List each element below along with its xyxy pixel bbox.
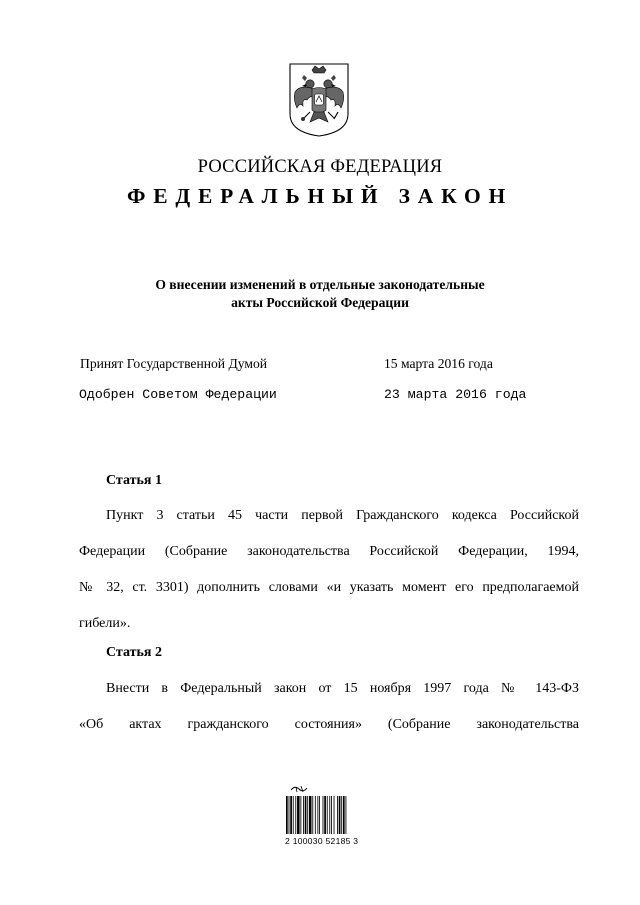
barcode-bar bbox=[315, 796, 316, 834]
barcode-bar bbox=[323, 796, 324, 834]
barcode-bar bbox=[300, 796, 301, 834]
law-title bbox=[0, 276, 640, 312]
barcode-bar bbox=[324, 796, 326, 834]
barcode-bar bbox=[331, 796, 332, 834]
barcode-bar bbox=[295, 796, 296, 834]
barcode-bar bbox=[290, 796, 292, 834]
barcode-number: 2 100030 52185 3 bbox=[285, 836, 359, 846]
article-1-line: гибели». bbox=[79, 616, 131, 631]
barcode bbox=[285, 784, 377, 841]
barcode-bar bbox=[312, 796, 313, 834]
law-title-line: акты Российской Федерации bbox=[231, 295, 409, 310]
adopted-by-duma-date: 15 марта 2016 года bbox=[384, 356, 493, 371]
barcode-bar bbox=[286, 796, 288, 834]
article-1-line: Федерации (Собрание законодательства Российской Федерации, 1994, bbox=[79, 544, 579, 559]
barcode-bar bbox=[329, 796, 330, 834]
barcode-bar bbox=[343, 796, 345, 834]
document-type: ФЕДЕРАЛЬНЫЙ ЗАКОН bbox=[127, 184, 513, 208]
barcode-bar bbox=[293, 796, 294, 834]
article-1-text bbox=[79, 498, 579, 642]
state-emblem bbox=[288, 62, 350, 138]
barcode-bar bbox=[334, 796, 335, 834]
approved-by-council-date: 23 марта 2016 года bbox=[384, 387, 527, 402]
article-2-line: «Об актах гражданского состояния» (Собрание законодательства bbox=[79, 717, 579, 732]
barcode-icon bbox=[285, 784, 377, 836]
barcode-bar bbox=[317, 796, 318, 834]
country-name: РОССИЙСКАЯ ФЕДЕРАЦИЯ bbox=[197, 157, 443, 177]
barcode-bar bbox=[303, 796, 304, 834]
barcode-bar bbox=[289, 796, 290, 834]
barcode-bar bbox=[327, 796, 328, 834]
article-1-heading: Статья 1 bbox=[106, 473, 162, 488]
article-1-line: № 32, ст. 3301) дополнить словами «и указать момент его предполагаемой bbox=[79, 580, 579, 595]
adopted-by-duma-label: Принят Государственной Думой bbox=[80, 356, 268, 371]
law-title-line: О внесении изменений в отдельные законодательные bbox=[155, 277, 485, 292]
barcode-bar bbox=[309, 796, 312, 834]
barcode-bar bbox=[337, 796, 338, 834]
article-2-text bbox=[79, 671, 579, 743]
barcode-bar bbox=[297, 796, 300, 834]
barcode-bar bbox=[305, 796, 307, 834]
barcode-bar bbox=[341, 796, 342, 834]
eagle-emblem-icon bbox=[288, 62, 350, 138]
article-2-heading: Статья 2 bbox=[106, 645, 162, 660]
barcode-bar bbox=[339, 796, 341, 834]
barcode-bar bbox=[307, 796, 308, 834]
approved-by-council-label: Одобрен Советом Федерации bbox=[79, 387, 277, 402]
article-2-line: Внести в Федеральный закон от 15 ноября 1997 года № 143-ФЗ bbox=[106, 681, 579, 696]
article-1-line: Пункт 3 статьи 45 части первой Гражданского кодекса Российской bbox=[106, 508, 579, 523]
barcode-bar bbox=[319, 796, 320, 834]
barcode-bar bbox=[346, 796, 347, 834]
